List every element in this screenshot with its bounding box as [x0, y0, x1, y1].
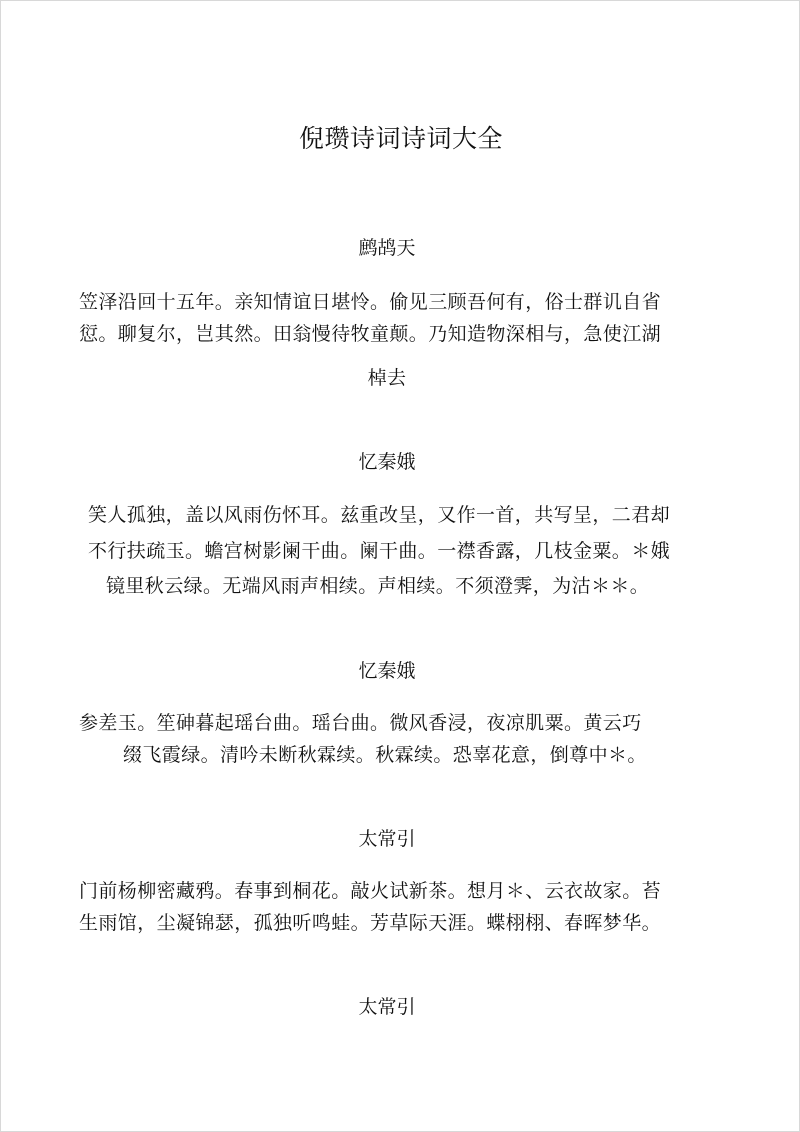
poem-line: 笠泽沿回十五年。亲知情谊日堪怜。偷见三顾吾何有，俗士群讥自省	[79, 291, 662, 313]
section-heading: 太常引	[358, 996, 416, 1018]
poem-line: 愆。聊复尔，岂其然。田翁慢待牧童颠。乃知造物深相与，急使江湖	[79, 323, 662, 345]
document-title: 倪瓒诗词诗词大全	[298, 124, 503, 153]
poem-line: 不行扶疏玉。蟾宫树影阑干曲。阑干曲。一襟香露，几枝金粟。＊娥	[88, 540, 671, 562]
poem-line: 缀飞霞绿。清吟未断秋霖续。秋霖续。恐辜花意，倒尊中＊。	[123, 744, 647, 766]
section-heading: 鹧鸪天	[358, 237, 416, 259]
poem-line: 笑人孤独，盖以风雨伤怀耳。兹重改呈，又作一首，共写呈，二君却	[88, 504, 671, 526]
section-heading: 太常引	[358, 828, 416, 850]
section-heading: 忆秦娥	[358, 660, 416, 682]
poem-line: 参差玉。笙砷暮起瑶台曲。瑶台曲。微风香浸，夜凉肌粟。黄云巧	[79, 712, 642, 734]
poem-line: 镜里秋云绿。无端风雨声相续。声相续。不须澄霁，为沽＊＊。	[106, 575, 650, 597]
poem-line: 门前杨柳密藏鸦。春事到桐花。敲火试新茶。想月＊、云衣故家。苔	[79, 880, 662, 902]
poem-line: 生雨馆，尘凝锦瑟，孤独听鸣蛙。芳草际天涯。蝶栩栩、春晖梦华。	[79, 912, 662, 934]
section-heading: 忆秦娥	[358, 451, 416, 473]
poem-line: 棹去	[367, 367, 407, 389]
